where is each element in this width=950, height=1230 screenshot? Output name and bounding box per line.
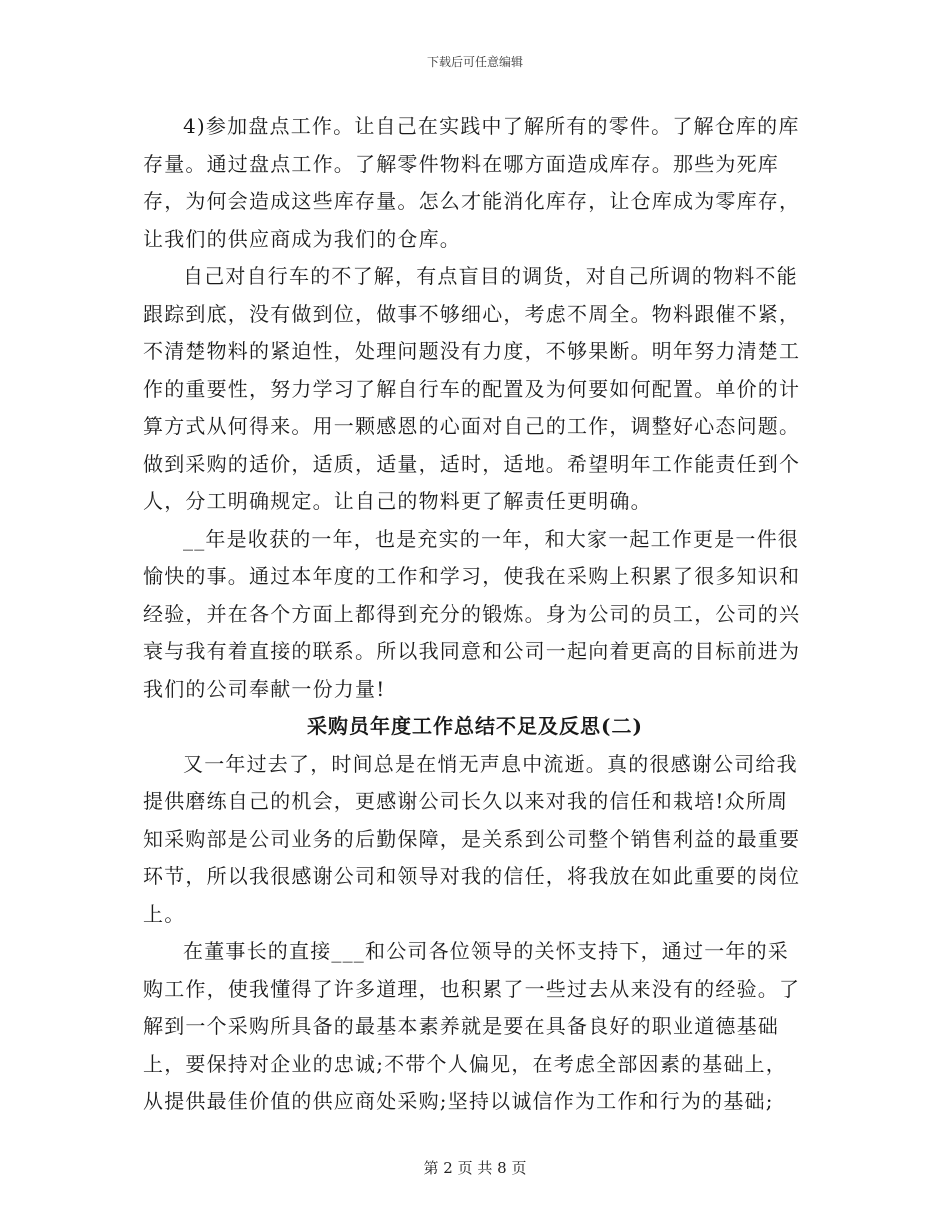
- document-body: [143, 108, 807, 1121]
- paragraph-lessons: 在董事长的直接___和公司各位领导的关怀支持下，通过一年的采购工作，使我懂得了许多道理，也积累了一些过去从来没有的经验。了解到一个采购所具备的最基本素养就是要在具备良好的职业道德基础上，要保持对企业的忠诚;不带个人偏见，在考虑全部因素的基础上，从提供最佳价值的供应商处采购;坚持以诚信作为工作和行为的基础;: [143, 939, 801, 1113]
- section-title: 采购员年度工作总结不足及反思(二): [307, 714, 643, 738]
- paragraph-shortcomings: 自己对自行车的不了解，有点盲目的调货，对自己所调的物料不能跟踪到底，没有做到位，做事不够细心，考虑不周全。物料跟催不紧，不清楚物料的紧迫性，处理问题没有力度，不够果断。明年努力清楚工作的重要性，努力学习了解自行车的配置及为何要如何配置。单价的计算方式从何得来。用一颗感恩的心面对自己的工作，调整好心态问题。做到采购的适价，适质，适量，适时，适地。希望明年工作能责任到个人，分工明确规定。让自己的物料更了解责任更明确。: [143, 264, 801, 513]
- page-indicator: 第 2 页 共 8 页: [423, 1159, 527, 1177]
- paragraph-gratitude: 又一年过去了，时间总是在悄无声息中流逝。真的很感谢公司给我提供磨练自己的机会，更感谢公司长久以来对我的信任和栽培!众所周知采购部是公司业务的后勤保障，是关系到公司整个销售利益的最重要环节，所以我很感谢公司和领导对我的信任，将我放在如此重要的岗位上。: [143, 751, 801, 926]
- paragraph-year-summary: __年是收获的一年，也是充实的一年，和大家一起工作更是一件很愉快的事。通过本年度的工作和学习，使我在采购上积累了很多知识和经验，并在各个方面上都得到充分的锻炼。身为公司的员工，公司的兴衰与我有着直接的联系。所以我同意和公司一起向着更高的目标前进为我们的公司奉献一份力量!: [143, 526, 801, 701]
- header-note: 下载后可任意编辑: [426, 55, 523, 69]
- paragraph-inventory-check: 4)参加盘点工作。让自己在实践中了解所有的零件。了解仓库的库存量。通过盘点工作。了解零件物料在哪方面造成库存。那些为死库存，为何会造成这些库存量。怎么才能消化库存，让仓库成为零库存，让我们的供应商成为我们的仓库。: [143, 114, 801, 251]
